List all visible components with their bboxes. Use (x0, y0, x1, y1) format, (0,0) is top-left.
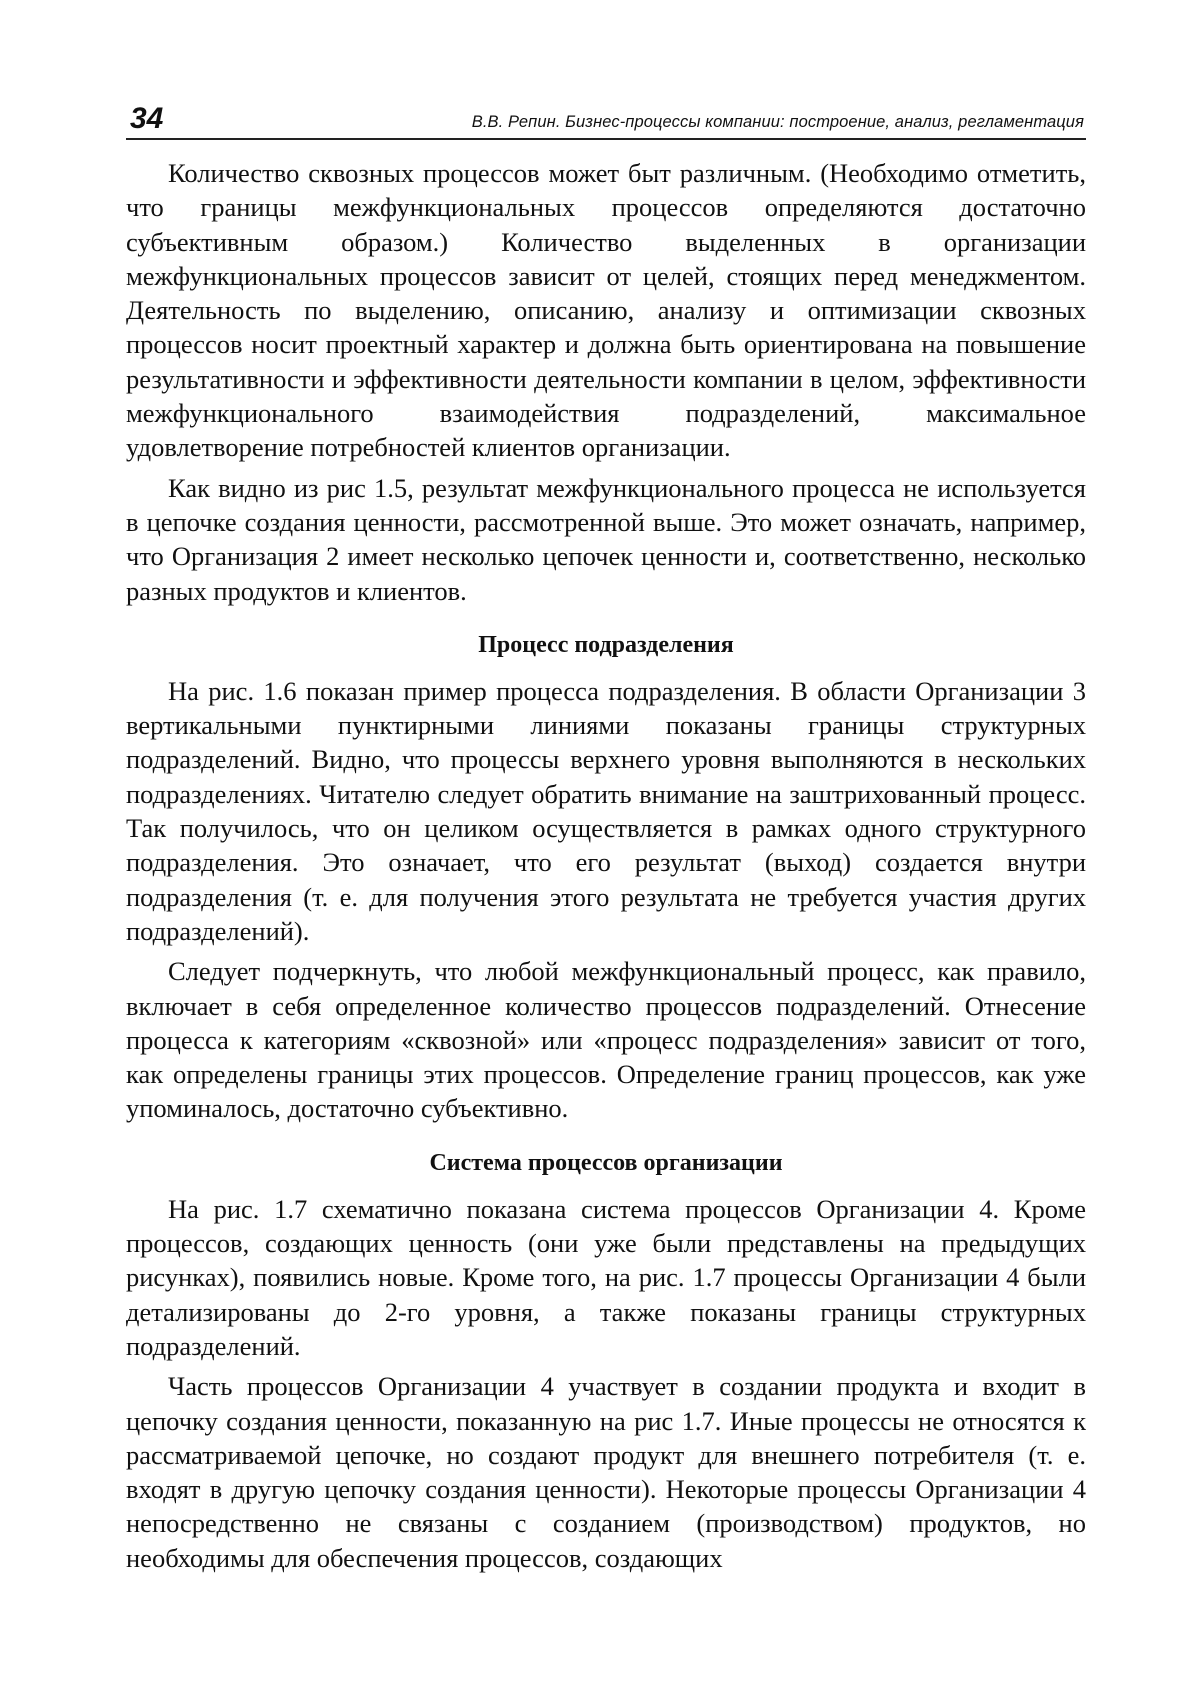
paragraph: Количество сквозных процессов может быт различным. (Необходимо отметить, что границы межфункциональных процессов определяются достаточно субъективным образом.) Количество выделенных в организации межфункциональных процессов зависит от целей, стоящих перед менеджментом. Деятельность по выделению, описанию, анализу и оптимизации сквозных процессов носит проектный характер и должна быть ориентирована на повышение результативности и эффективности деятельности компании в целом, эффективности межфункционального взаимодействия подразделений, максимальное удовлетворение потребностей клиентов организации. (126, 158, 1086, 463)
paragraph: Как видно из рис 1.5, результат межфункционального процесса не используется в цепочке создания ценности, рассмотренной выше. Это может означать, например, что Организация 2 имеет несколько цепочек ценности и, соответственно, несколько разных продуктов и клиентов. (126, 472, 1086, 606)
page-number: 34 (130, 102, 164, 135)
running-head: В.В. Репин. Бизнес-процессы компании: построение, анализ, регламентация (471, 113, 1084, 131)
section-heading: Система процессов организации (429, 1149, 783, 1176)
section-heading: Процесс подразделения (478, 631, 734, 658)
page-header (126, 98, 1086, 140)
page-body (126, 156, 1086, 1581)
paragraph: На рис. 1.6 показан пример процесса подразделения. В области Организации 3 вертикальными пунктирными линиями показаны границы структурных подразделений. Видно, что процессы верхнего уровня выполняются в нескольких подразделениях. Читателю следует обратить внимание на заштрихованный процесс. Так получилось, что он целиком осуществляется в рамках одного структурного подразделения. Это означает, что его результат (выход) создается внутри подразделения (т. е. для получения этого результата не требуется участия других подразделений). (126, 675, 1086, 946)
paragraph: Часть процессов Организации 4 участвует в создании продукта и входит в цепочку создания ценности, показанную на рис 1.7. Иные процессы не относятся к рассматриваемой цепочке, но создают продукт для внешнего потребителя (т. е. входят в другую цепочку создания ценности). Некоторые процессы Организации 4 непосредственно не связаны с созданием (производством) продуктов, но необходимы для обеспечения процессов, создающих (126, 1371, 1086, 1573)
paragraph: Следует подчеркнуть, что любой межфункциональный процесс, как правило, включает в себя определенное количество процессов подразделений. Отнесение процесса к категориям «сквозной» или «процесс подразделения» зависит от того, как определены границы этих процессов. Определение границ процессов, как уже упоминалось, достаточно субъективно. (126, 956, 1086, 1124)
paragraph: На рис. 1.7 схематично показана система процессов Организации 4. Кроме процессов, создающих ценность (они уже были представлены на предыдущих рисунках), появились новые. Кроме того, на рис. 1.7 процессы Организации 4 были детализированы до 2-го уровня, а также показаны границы структурных подразделений. (126, 1193, 1086, 1361)
